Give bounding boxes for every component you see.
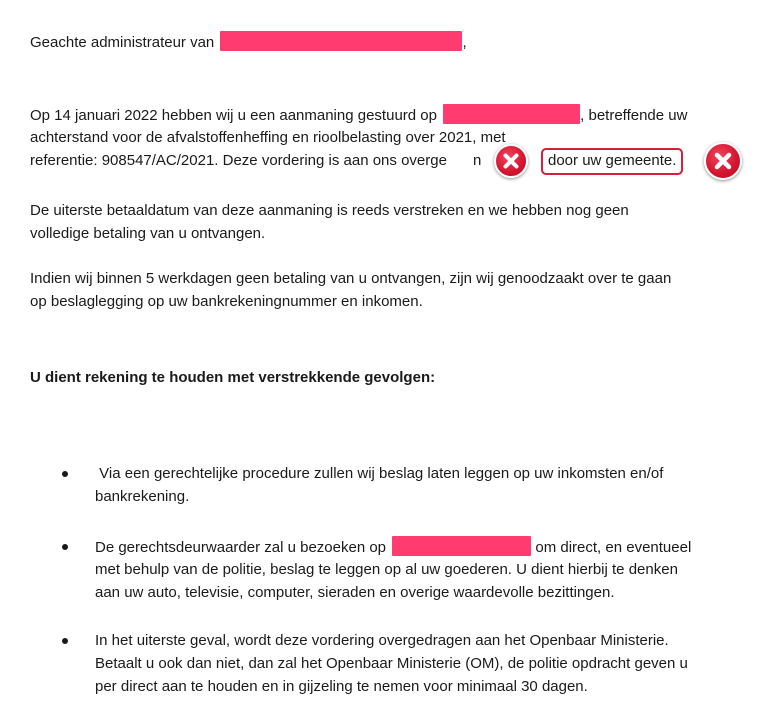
b2-text-a: De gerechtsdeurwaarder zal u bezoeken op (95, 539, 387, 556)
b2-text-b: om direct, en eventueel (531, 539, 692, 556)
p2-line-2-text: volledige betaling van u ontvangen. (30, 225, 266, 242)
bullet-3-line-2 (95, 653, 688, 675)
b3-line-1-text: In het uiterste geval, wordt deze vordering overgedragen aan het Openbaar Ministerie. (95, 632, 669, 649)
paragraph-3-line-1 (30, 268, 671, 290)
b1-line-2-text: bankrekening. (95, 488, 190, 505)
p2-line-1-text: De uiterste betaaldatum van deze aanmaning is reeds verstreken en we hebben nog geen (30, 202, 629, 219)
b3-line-2-text: Betaalt u ook dan niet, dan zal het Openbaar Ministerie (OM), de politie opdracht geven u (95, 655, 688, 672)
b2-line-2-text: met behulp van de politie, beslag te leggen op al uw goederen. U dient hierbij te denken (95, 561, 678, 578)
p1-line-3-fragment: n (472, 152, 482, 169)
bullet-2-line-1 (95, 536, 691, 559)
salutation (30, 31, 467, 54)
salutation-text: Geachte administrateur van (30, 34, 215, 51)
paragraph-1-line-3 (30, 150, 481, 172)
bullet-1-line-1 (95, 463, 663, 485)
bullet-1-line-2 (95, 486, 189, 508)
consequences-heading-text: U dient rekening te houden met verstrekkende gevolgen: (30, 369, 436, 386)
p3-line-1-text: Indien wij binnen 5 werkdagen geen betaling van u ontvangen, zijn wij genoodzaakt over te gaan (30, 270, 672, 287)
bullet-icon (62, 638, 68, 644)
bullet-2-line-2 (95, 559, 678, 581)
consequences-heading (30, 367, 435, 389)
bullet-2-line-3 (95, 582, 615, 604)
bullet-3-line-1 (95, 630, 669, 652)
redacted-address (392, 536, 531, 556)
paragraph-3-line-2 (30, 291, 423, 313)
p3-line-2-text: op beslaglegging op uw bankrekeningnummer en inkomen. (30, 293, 423, 310)
highlighted-phrase (541, 148, 683, 175)
redacted-date (443, 104, 580, 124)
b1-line-1-text: Via een gerechtelijke procedure zullen wij beslag laten leggen op uw inkomsten en/of (95, 465, 664, 482)
bullet-icon (62, 544, 68, 550)
paragraph-2-line-1 (30, 200, 629, 222)
paragraph-1-line-2 (30, 127, 506, 149)
p1-line-2-text: achterstand voor de afvalstoffenheffing en rioolbelasting over 2021, met (30, 129, 506, 146)
x-circle-icon (704, 142, 742, 180)
salutation-comma: , (462, 34, 467, 51)
p1-text-b: , betreffende uw (580, 107, 688, 124)
paragraph-1-line-1 (30, 104, 687, 127)
b3-line-3-text: per direct aan te houden en in gijzeling te nemen voor minimaal 30 dagen. (95, 678, 588, 695)
highlighted-phrase-text: door uw gemeente. (548, 152, 677, 169)
bullet-icon (62, 471, 68, 477)
p1-text-a: Op 14 januari 2022 hebben wij u een aanmaning gestuurd op (30, 107, 437, 124)
b2-line-3-text: aan uw auto, televisie, computer, sieraden en overige waardevolle bezittingen. (95, 584, 615, 601)
paragraph-2-line-2 (30, 223, 265, 245)
x-circle-icon (494, 144, 528, 178)
p1-line-3-text: referentie: 908547/AC/2021. Deze vordering is aan ons overge (30, 152, 447, 169)
bullet-3-line-3 (95, 676, 588, 698)
redacted-name (220, 31, 462, 51)
